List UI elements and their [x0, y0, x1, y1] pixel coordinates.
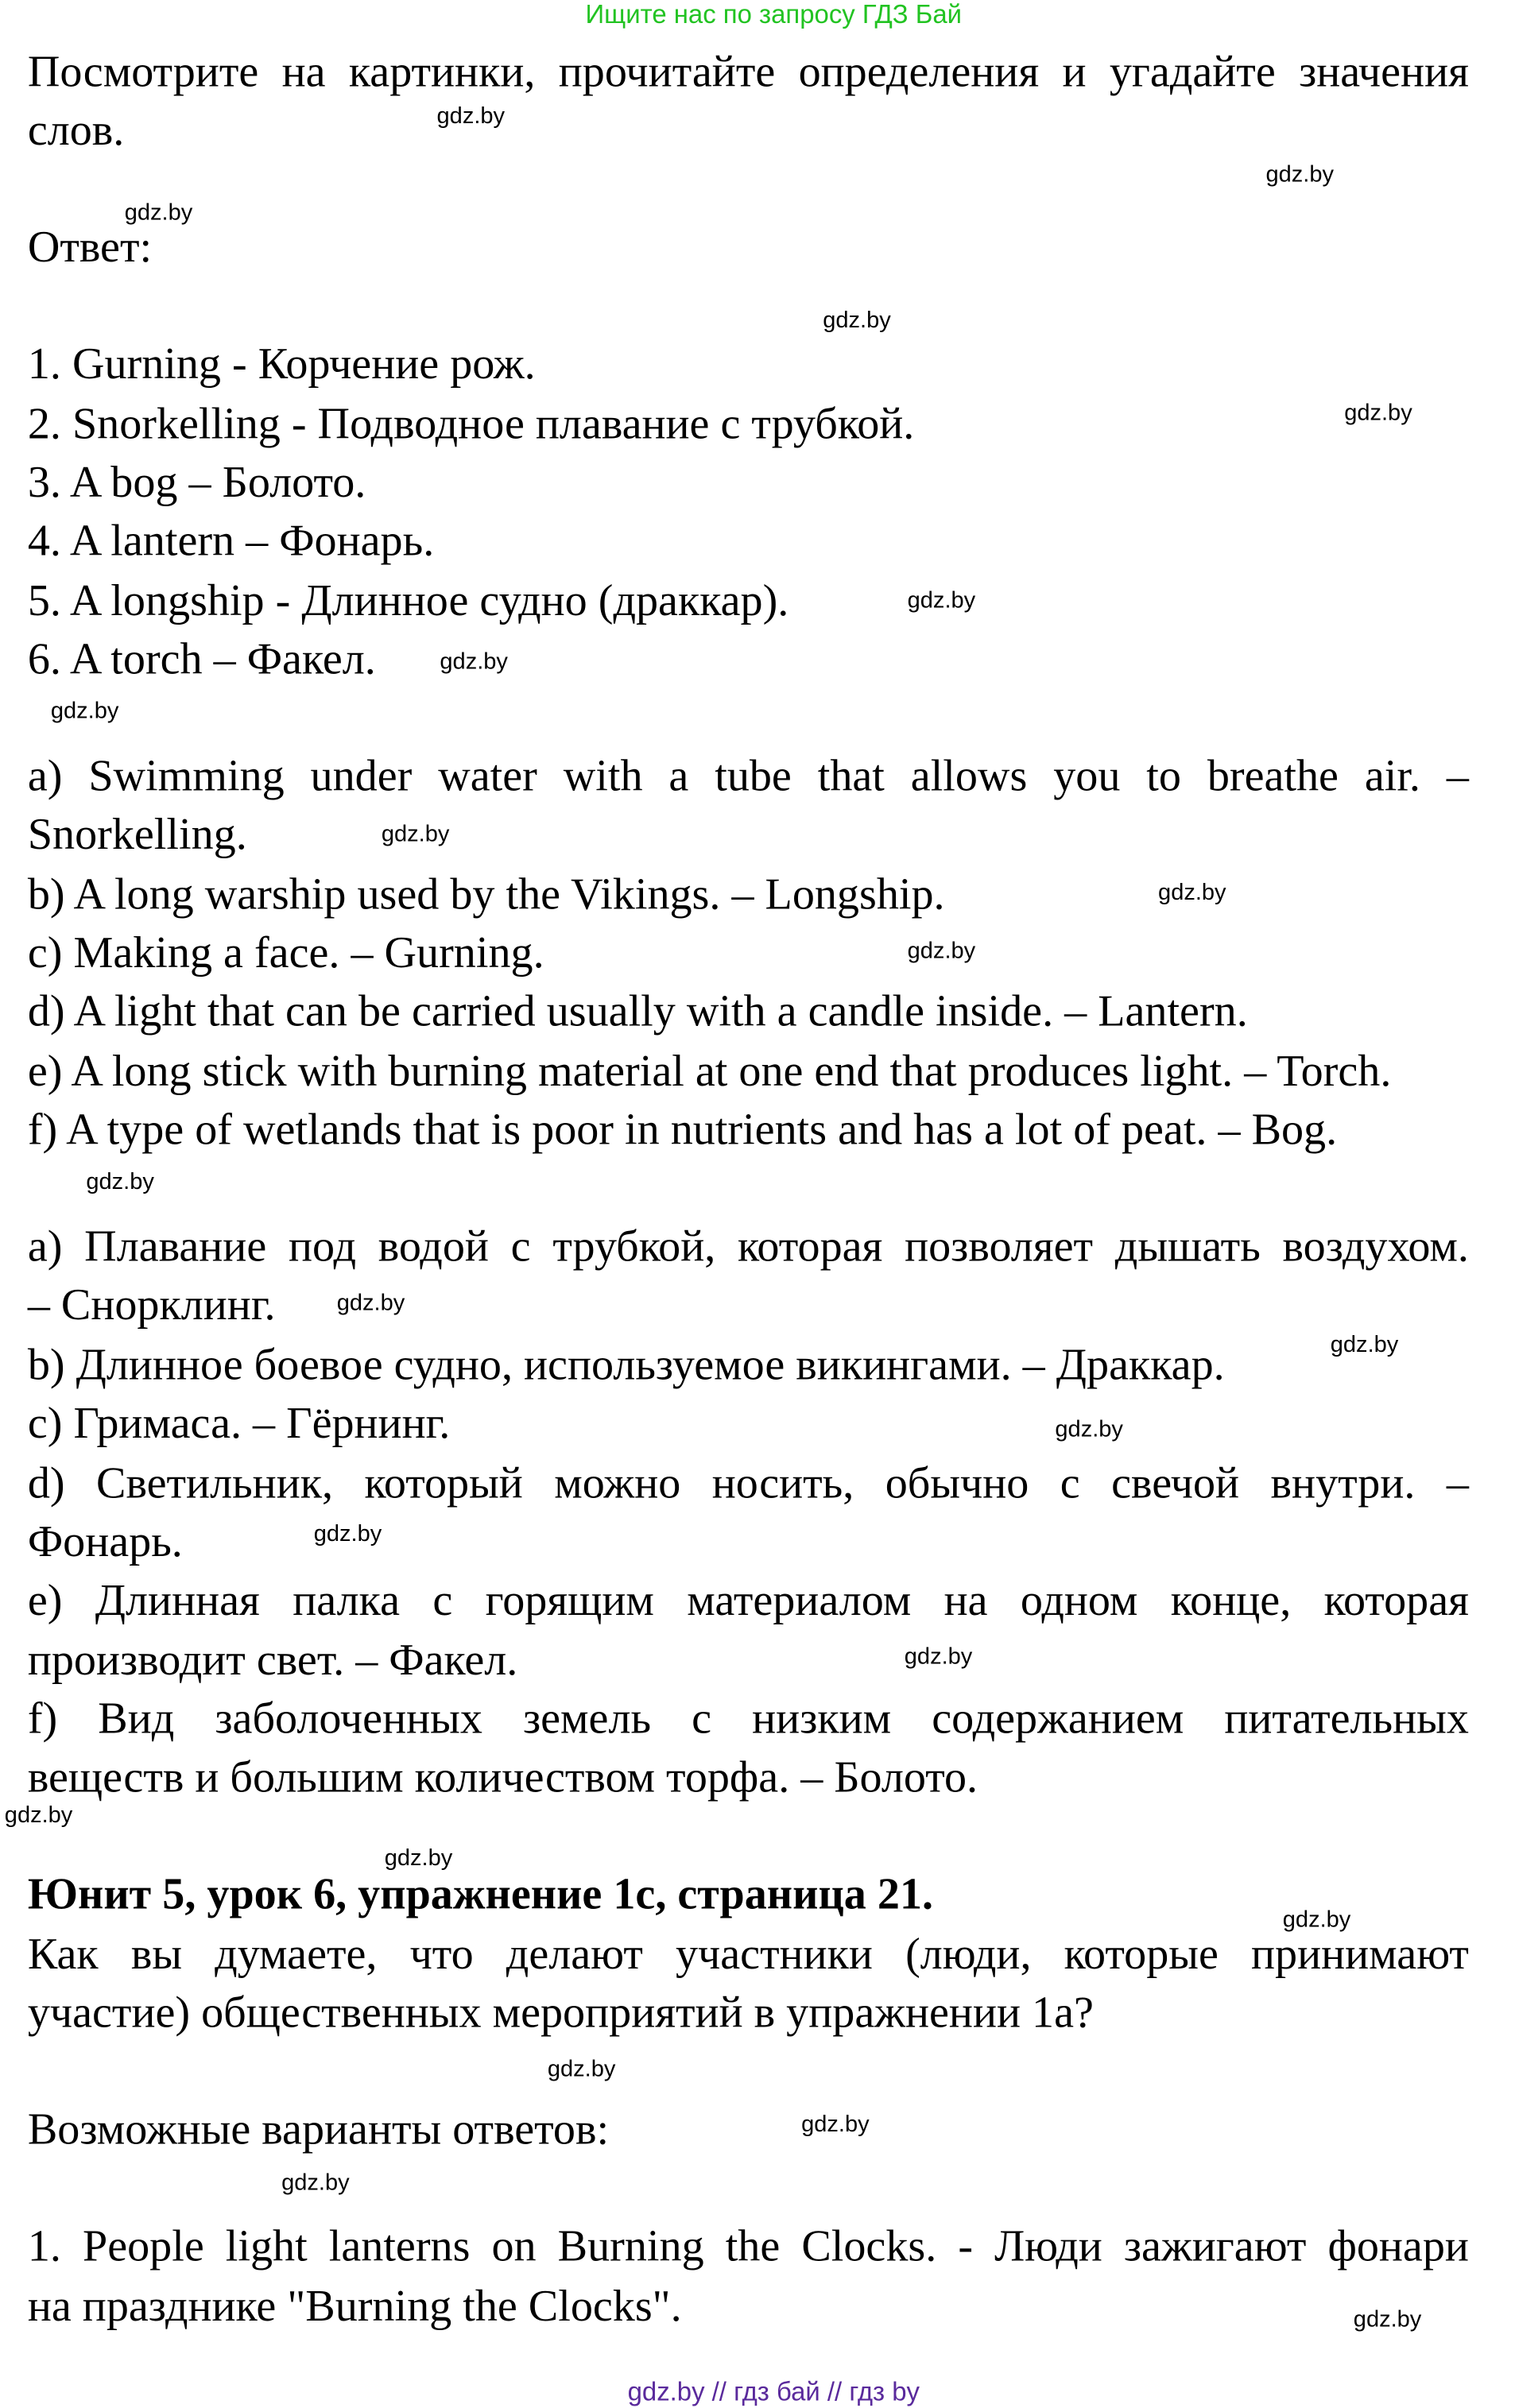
task-text: Посмотрите на картинки, прочитайте определения и угадайте значения	[27, 47, 1469, 97]
watermark: gdz.by	[440, 648, 508, 676]
watermark: gdz.by	[823, 308, 891, 334]
watermark: gdz.by	[50, 698, 119, 725]
answer-item: 3. A bog – Болото.	[27, 458, 366, 508]
watermark: gdz.by	[381, 821, 450, 848]
definition-en: e) A long stick with burning material at one end that produces light. – Torch.	[27, 1047, 1392, 1097]
definition-en: d) A light that can be carried usually with a candle inside. – Lantern.	[27, 987, 1248, 1037]
answer-item: 5. A longship - Длинное судно (драккар).	[27, 576, 789, 626]
watermark: gdz.by	[336, 1290, 405, 1317]
definition-ru: веществ и большим количеством торфа. – Болото.	[27, 1752, 978, 1802]
header-banner[interactable]: Ищите нас по запросу ГДЗ Бай	[585, 0, 963, 29]
definition-en: f) A type of wetlands that is poor in nutrients and has a lot of peat. – Bog.	[27, 1105, 1338, 1156]
definition-ru: Фонарь.	[27, 1517, 183, 1567]
watermark: gdz.by	[124, 199, 193, 226]
definition-ru: e) Длинная палка с горящим материалом на одном конце, которая	[27, 1576, 1469, 1626]
watermark: gdz.by	[86, 1168, 154, 1195]
answer-label: Ответ:	[27, 223, 153, 273]
definition-ru: – Снорклинг.	[27, 1280, 276, 1330]
definition-ru: f) Вид заболоченных земель с низким содержанием питательных	[27, 1694, 1469, 1744]
watermark: gdz.by	[904, 1643, 973, 1671]
section-heading: Юнит 5, урок 6, упражнение 1c, страница 21.	[27, 1869, 934, 1919]
answer-item: 2. Snorkelling - Подводное плавание с трубкой.	[27, 400, 915, 450]
watermark: gdz.by	[1158, 879, 1226, 906]
definition-ru: d) Светильник, который можно носить, обычно с свечой внутри. –	[27, 1459, 1469, 1509]
watermark: gdz.by	[1265, 161, 1335, 188]
answer-item: 4. A lantern – Фонарь.	[27, 517, 435, 567]
watermark: gdz.by	[907, 587, 976, 614]
definition-en: c) Making a face. – Gurning.	[27, 928, 544, 978]
watermark: gdz.by	[1330, 1331, 1399, 1358]
answer-item: на празднике "Burning the Clocks".	[27, 2282, 682, 2332]
watermark: gdz.by	[1344, 400, 1412, 426]
definition-en: b) A long warship used by the Vikings. – Longship.	[27, 870, 945, 920]
task-text: Как вы думаете, что делают участники (люди, которые принимают	[27, 1930, 1469, 1980]
watermark: gdz.by	[907, 938, 976, 965]
watermark: gdz.by	[547, 2056, 616, 2082]
answer-item: 1. Gurning - Корчение рож.	[27, 339, 536, 389]
task-text: участие) общественных мероприятий в упражнении 1a?	[27, 1988, 1094, 2038]
watermark: gdz.by	[384, 1845, 453, 1872]
definition-en: a) Swimming under water with a tube that allows you to breathe air. –	[27, 752, 1469, 802]
definition-ru: b) Длинное боевое судно, используемое викингами. – Драккар.	[27, 1341, 1225, 1391]
watermark: gdz.by	[801, 2111, 870, 2138]
definition-ru: a) Плавание под водой с трубкой, которая позволяет дышать воздухом.	[27, 1222, 1469, 1272]
watermark: gdz.by	[1282, 1907, 1351, 1934]
watermark: gdz.by	[436, 103, 506, 130]
watermark: gdz.by	[313, 1520, 382, 1547]
watermark: gdz.by	[4, 1802, 73, 1829]
footer-links[interactable]: gdz.by // гдз бай // гдз by	[627, 2377, 920, 2407]
definition-ru: производит свет. – Факел.	[27, 1636, 518, 1686]
watermark: gdz.by	[1353, 2306, 1422, 2333]
watermark: gdz.by	[1055, 1416, 1123, 1443]
answer-item: 1. People light lanterns on Burning the Clocks. - Люди зажигают фонари	[27, 2222, 1469, 2271]
definition-ru: c) Гримаса. – Гёрнинг.	[27, 1399, 451, 1449]
task-text: слов.	[27, 106, 125, 156]
definition-en: Snorkelling.	[27, 810, 247, 860]
answer-item: 6. A torch – Факел.	[27, 635, 376, 685]
watermark: gdz.by	[281, 2170, 350, 2197]
answer-label: Возможные варианты ответов:	[27, 2105, 610, 2154]
